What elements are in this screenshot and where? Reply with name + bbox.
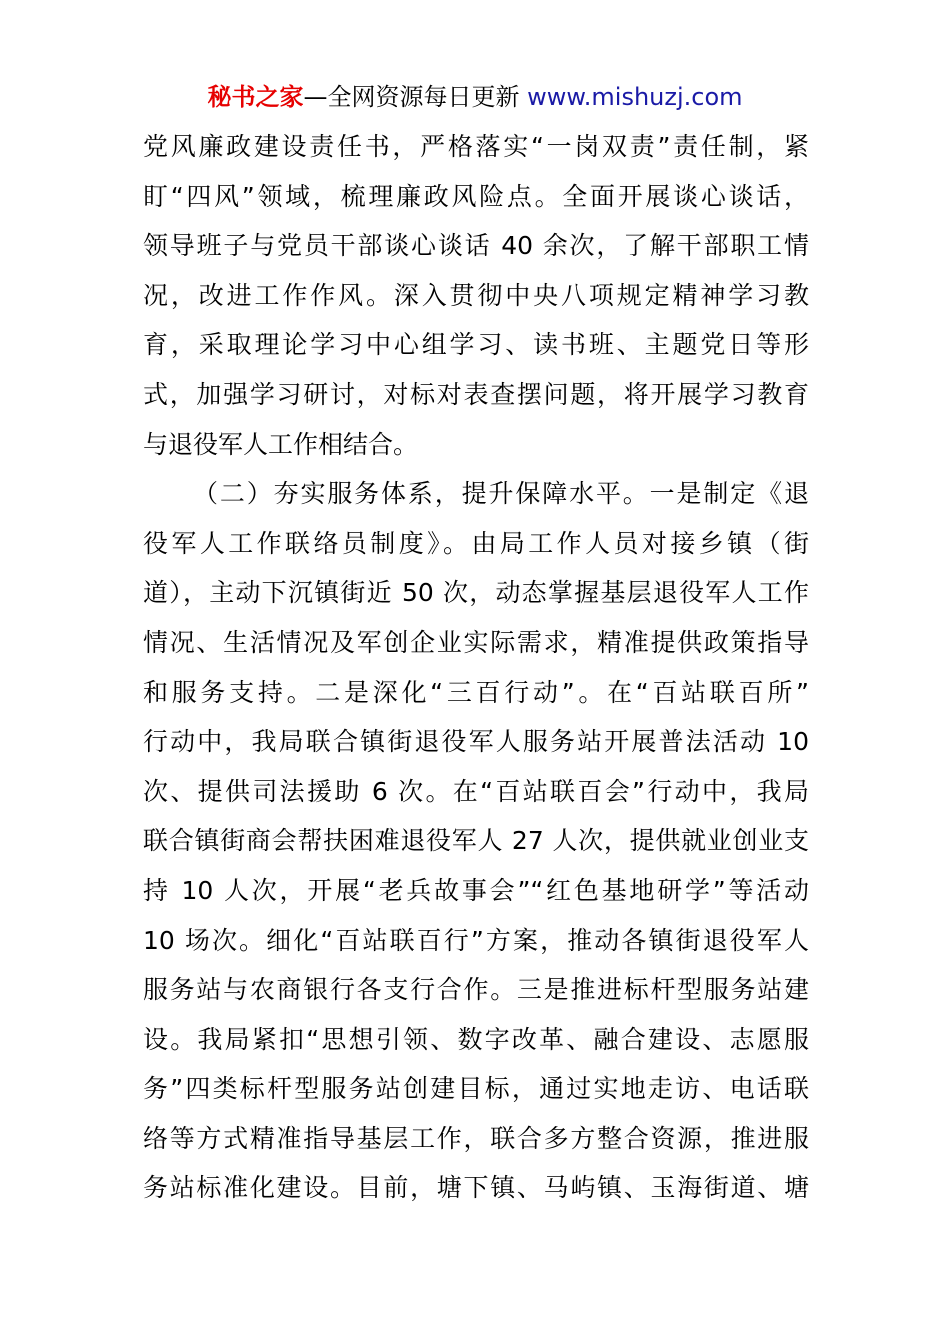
site-url-link[interactable]: www.mishuzj.com [527,83,743,111]
section-heading-line: （二）夯实服务体系，提升保障水平。一是制定《退 [193,479,809,509]
text-line: 行动中，我局联合镇街退役军人服务站开展普法活动 10 [143,727,809,757]
site-brand: 秘书之家 [207,83,304,111]
text-line: 式，加强学习研讨，对标对表查摆问题，将开展学习教育 [143,379,809,409]
text-line: 10 场次。细化“百站联百行”方案，推动各镇街退役军人 [143,925,809,955]
text-line: 络等方式精准指导基层工作，联合多方整合资源，推进服 [143,1123,809,1153]
text-line: 领导班子与党员干部谈心谈话 40 余次，了解干部职工情 [143,231,809,261]
text-line: 盯“四风”领域，梳理廉政风险点。全面开展谈心谈话， [143,181,809,211]
text-line: 服务站与农商银行各支行合作。三是推进标杆型服务站建 [143,975,809,1005]
text-line: 情况、生活情况及军创企业实际需求，精准提供政策指导 [143,627,809,657]
text-line: 况，改进工作作风。深入贯彻中央八项规定精神学习教 [143,280,809,310]
text-line: 联合镇街商会帮扶困难退役军人 27 人次，提供就业创业支 [143,826,809,856]
document-body [143,122,809,1213]
text-line: 党风廉政建设责任书，严格落实“一岗双责”责任制，紧 [143,132,809,161]
text-line: 持 10 人次，开展“老兵故事会”“红色基地研学”等活动 [143,875,809,905]
text-line: 和服务支持。二是深化“三百行动”。在“百站联百所” [143,677,809,707]
text-line: 务”四类标杆型服务站创建目标，通过实地走访、电话联 [143,1074,809,1104]
text-line: 次、提供司法援助 6 次。在“百站联百会”行动中，我局 [143,776,809,806]
paragraph-last-line: 与退役军人工作相结合。 [143,429,419,459]
text-line: 务站标准化建设。目前，塘下镇、马屿镇、玉海街道、塘 [143,1173,809,1203]
text-line: 育，采取理论学习中心组学习、读书班、主题党日等形 [143,330,809,360]
text-line: 役军人工作联络员制度》。由局工作人员对接乡镇（街 [143,528,809,558]
text-line: 设。我局紧扣“思想引领、数字改革、融合建设、志愿服 [143,1024,809,1054]
site-header [0,80,950,114]
text-line: 道），主动下沉镇街近 50 次，动态掌握基层退役军人工作 [143,578,809,608]
site-tagline: —全网资源每日更新 [303,83,528,111]
